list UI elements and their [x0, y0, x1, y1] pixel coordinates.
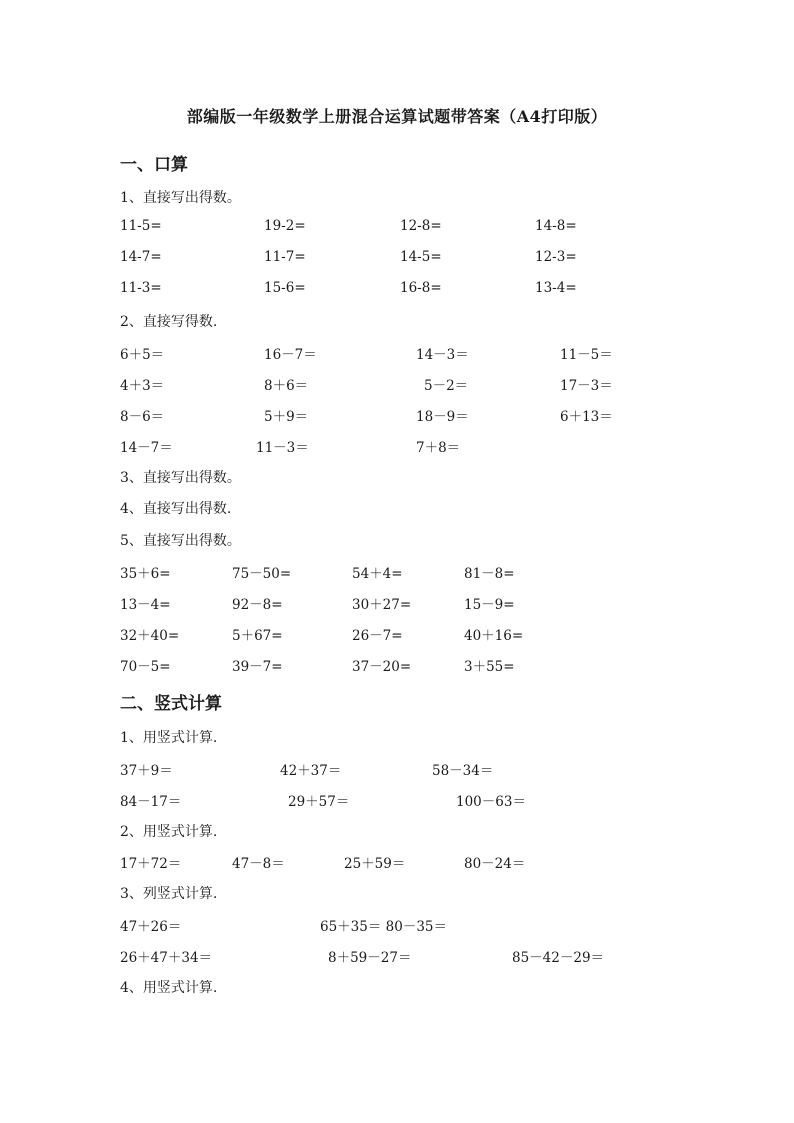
problem-row: [0, 624, 794, 644]
problem: 13－4=: [120, 597, 171, 613]
problem: 81－8=: [464, 566, 515, 582]
problem-row: [0, 280, 794, 300]
problem-row: [0, 343, 794, 363]
problem: 3＋55=: [464, 659, 515, 675]
question-label: 4、直接写出得数.: [120, 501, 232, 517]
problem-row: [0, 562, 794, 582]
problem: 7＋8＝: [416, 440, 461, 456]
section-heading-oral-arithmetic: 一、口算: [120, 155, 188, 175]
problem-row: [0, 852, 794, 872]
problem: 5＋67=: [232, 628, 283, 644]
problem-row: [0, 759, 794, 779]
problem: 14-8=: [535, 218, 577, 234]
problem: 39－7=: [232, 659, 283, 675]
problem: 15-6=: [264, 280, 306, 296]
problem: 65＋35＝ 80－35＝: [320, 919, 448, 935]
problem-row: [0, 436, 794, 456]
problem: 14-7=: [120, 249, 162, 265]
problem: 11－5＝: [560, 347, 613, 363]
problem-row: [0, 946, 794, 966]
problem: 29＋57＝: [288, 794, 350, 810]
page-title: 部编版一年级数学上册混合运算试题带答案（A4打印版）: [186, 107, 608, 126]
problem-row: [0, 790, 794, 810]
section-heading-vertical-calculation: 二、竖式计算: [120, 694, 222, 714]
problem: 16－7＝: [264, 347, 317, 363]
problem-row: [0, 218, 794, 238]
problem: 47＋26＝: [120, 919, 182, 935]
problem: 75－50=: [232, 566, 292, 582]
problem: 17＋72＝: [120, 856, 182, 872]
problem: 14－7＝: [120, 440, 173, 456]
problem: 11-5=: [120, 218, 162, 234]
problem: 16-8=: [400, 280, 442, 296]
problem: 8＋6＝: [264, 378, 309, 394]
problem: 12-3=: [535, 249, 577, 265]
problem: 19-2=: [264, 218, 306, 234]
problem: 5－2＝: [424, 378, 469, 394]
problem: 11-3=: [120, 280, 162, 296]
problem: 47－8＝: [232, 856, 285, 872]
question-label: 5、直接写出得数。: [120, 533, 241, 549]
problem: 32＋40=: [120, 628, 180, 644]
problem: 100－63＝: [456, 794, 526, 810]
problem: 17－3＝: [560, 378, 613, 394]
problem: 42＋37＝: [280, 763, 342, 779]
problem: 18－9＝: [416, 409, 469, 425]
problem: 14-5=: [400, 249, 442, 265]
problem-row: [0, 374, 794, 394]
problem: 35＋6=: [120, 566, 171, 582]
problem: 80－24＝: [464, 856, 526, 872]
problem: 26＋47＋34＝: [120, 950, 213, 966]
problem: 92－8=: [232, 597, 283, 613]
question-label: 4、用竖式计算.: [120, 980, 218, 996]
problem-row: [0, 655, 794, 675]
question-label: 1、用竖式计算.: [120, 730, 218, 746]
problem-row: [0, 593, 794, 613]
problem: 58－34＝: [432, 763, 494, 779]
problem: 5＋9＝: [264, 409, 309, 425]
question-label: 3、列竖式计算.: [120, 886, 218, 902]
problem: 4＋3＝: [120, 378, 165, 394]
question-label: 2、用竖式计算.: [120, 824, 218, 840]
problem-row: [0, 405, 794, 425]
problem-row: [0, 915, 794, 935]
problem: 40＋16=: [464, 628, 524, 644]
problem: 8－6＝: [120, 409, 165, 425]
problem: 6＋5＝: [120, 347, 165, 363]
problem: 70－5=: [120, 659, 171, 675]
problem: 6＋13＝: [560, 409, 613, 425]
problem: 30＋27=: [352, 597, 412, 613]
problem: 25＋59＝: [344, 856, 406, 872]
question-label: 1、直接写出得数。: [120, 190, 241, 206]
problem: 11-7=: [264, 249, 306, 265]
problem: 37－20=: [352, 659, 412, 675]
problem: 54＋4=: [352, 566, 403, 582]
problem: 11－3＝: [256, 440, 309, 456]
problem: 12-8=: [400, 218, 442, 234]
problem: 14－3＝: [416, 347, 469, 363]
question-label: 2、直接写得数.: [120, 314, 218, 330]
problem: 85－42－29＝: [512, 950, 605, 966]
problem: 84－17＝: [120, 794, 182, 810]
problem: 26－7=: [352, 628, 403, 644]
problem: 15－9=: [464, 597, 515, 613]
problem: 13-4=: [535, 280, 577, 296]
problem-row: [0, 249, 794, 269]
problem: 8＋59－27＝: [328, 950, 412, 966]
problem: 37＋9＝: [120, 763, 173, 779]
question-label: 3、直接写出得数。: [120, 470, 241, 486]
